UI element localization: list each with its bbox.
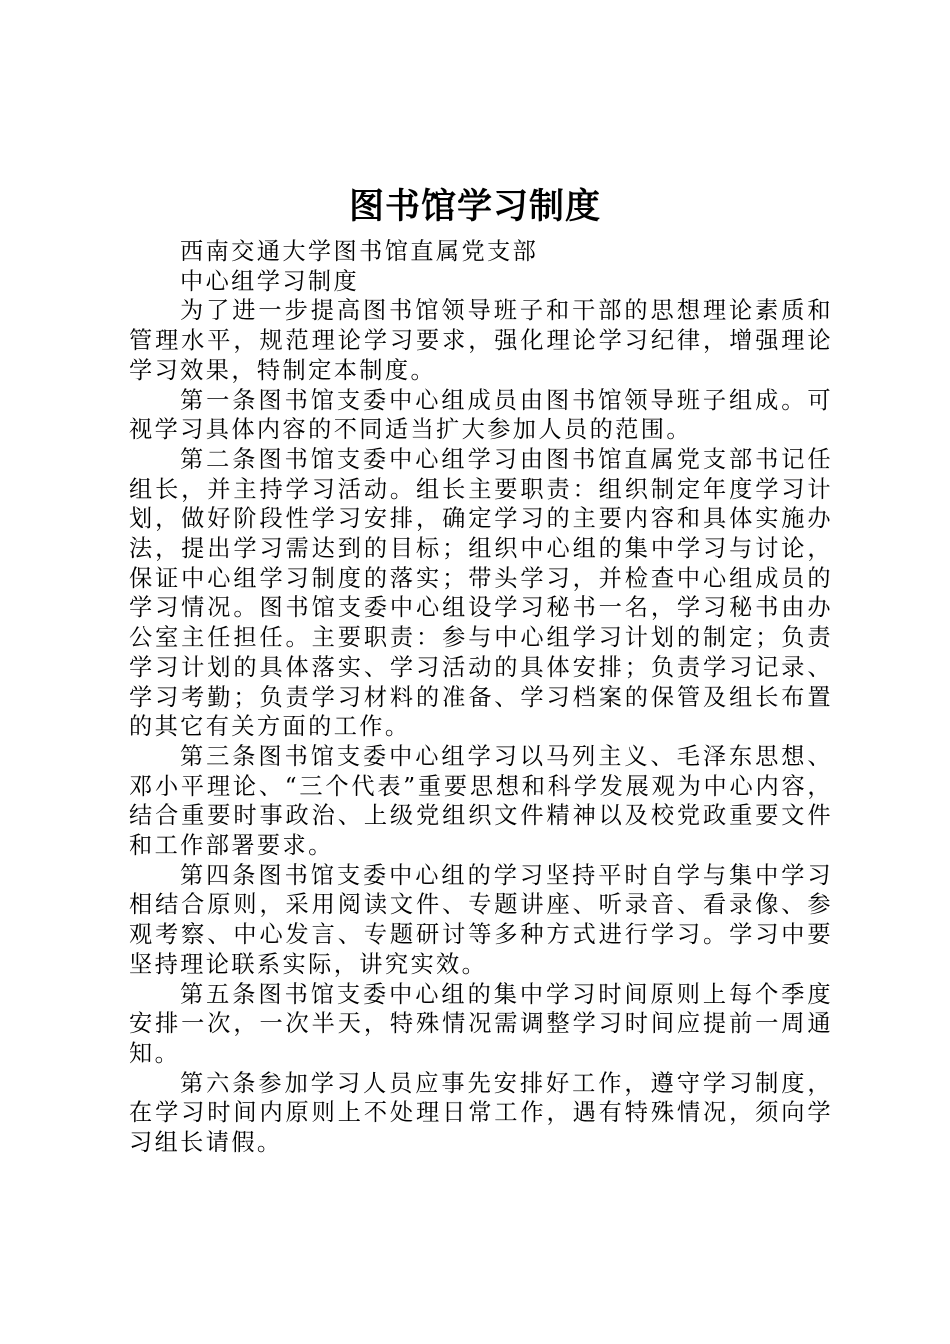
paragraph-article-5: 第五条图书馆支委中心组的集中学习时间原则上每个季度安排一次，一次半天，特殊情况需调整学习时间应提前一周通知。 — [129, 980, 833, 1067]
document-body — [129, 237, 833, 1158]
paragraph-subtitle: 中心组学习制度 — [180, 267, 360, 295]
document-title: 图书馆学习制度 — [348, 187, 601, 227]
paragraph-article-1: 第一条图书馆支委中心组成员由图书馆领导班子组成。可视学习具体内容的不同适当扩大参加人员的范围。 — [129, 386, 833, 444]
paragraph-article-6: 第六条参加学习人员应事先安排好工作，遵守学习制度，在学习时间内原则上不处理日常工作，遇有特殊情况，须向学习组长请假。 — [129, 1069, 833, 1157]
paragraph-org-name: 西南交通大学图书馆直属党支部 — [180, 238, 539, 265]
paragraph-article-3: 第三条图书馆支委中心组学习以马列主义、毛泽东思想、邓小平理论、“三个代表”重要思想和科学发展观为中心内容，结合重要时事政治、上级党组织文件精神以及校党政重要文件和工作部署要求。 — [129, 742, 833, 860]
paragraph-article-2: 第二条图书馆支委中心组学习由图书馆直属党支部书记任组长，并主持学习活动。组长主要职责：组织制定年度学习计划，做好阶段性学习安排，确定学习的主要内容和具体实施办法，提出学习需达到的目标；组织中心组的集中学习与讨论，保证中心组学习制度的落实；带头学习，并检查中心组成员的学习情况。图书馆支委中心组设学习秘书一名，学习秘书由办公室主任担任。主要职责：参与中心组学习计划的制定；负责学习计划的具体落实、学习活动的具体安排；负责学习记录、学习考勤；负责学习材料的准备、学习档案的保管及组长布置的其它有关方面的工作。 — [129, 445, 833, 741]
paragraph-preamble: 为了进一步提高图书馆领导班子和干部的思想理论素质和管理水平，规范理论学习要求，强化理论学习纪律，增强理论学习效果，特制定本制度。 — [129, 297, 833, 384]
paragraph-article-4: 第四条图书馆支委中心组的学习坚持平时自学与集中学习相结合原则，采用阅读文件、专题讲座、听录音、看录像、参观考察、中心发言、专题研讨等多种方式进行学习。学习中要坚持理论联系实际，讲究实效。 — [129, 861, 833, 978]
